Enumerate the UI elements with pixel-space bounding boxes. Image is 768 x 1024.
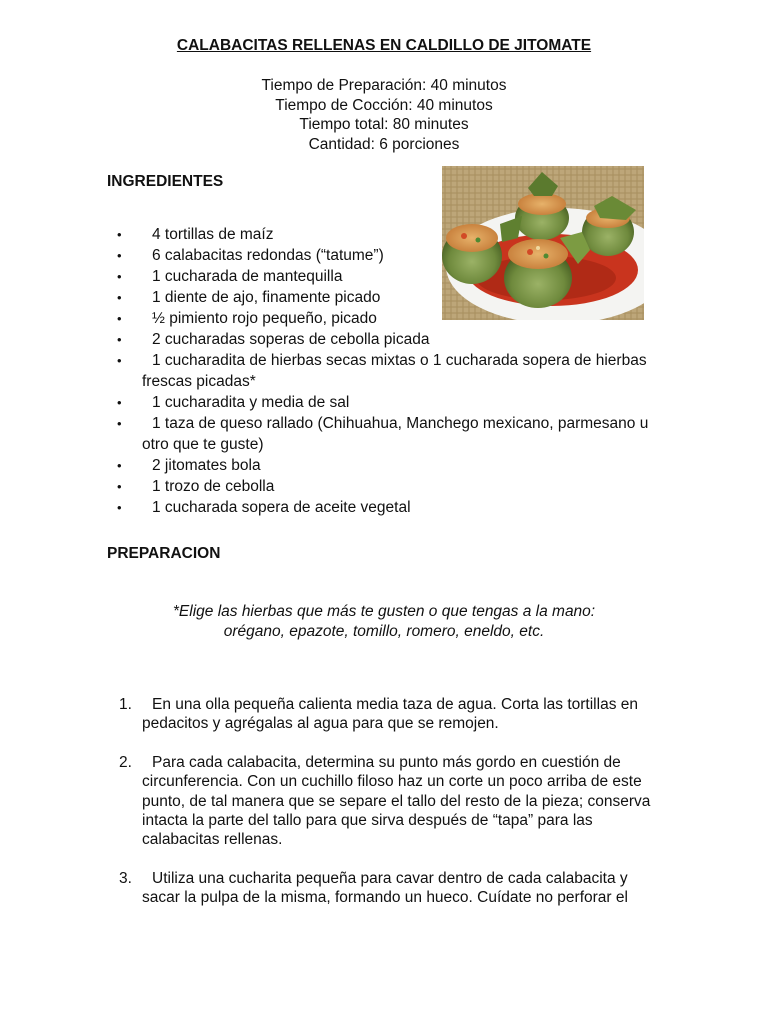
bullet: • [117, 500, 122, 515]
bullet: • [117, 479, 122, 494]
list-item: • 1 cucharadita de hierbas secas mixtas o 1 cucharada sopera de hierbas frescas picadas* [117, 352, 647, 390]
herbs-note-line-1: *Elige las hierbas que más te gusten o que tengas a la mano: [172, 603, 596, 620]
step-item: 2. Para cada calabacita, determina su punto más gordo en cuestión de circunferencia. Con un cuchillo filoso haz un corte un poco arriba de este punto, de tal manera que se separe el tallo del resto de la pieza; conserva intacta la parte del tallo para que sirva después de “tapa” para las calabacitas rellenas. [119, 753, 651, 849]
step-item: 3. Utiliza una cucharita pequeña para cavar dentro de cada calabacita y sacar la pulpa de la misma, formando un hueco. Cuídate no perforar el [119, 869, 628, 907]
list-item: • 1 taza de queso rallado (Chihuahua, Manchego mexicano, parmesano u otro que te guste) [117, 415, 649, 453]
prep-time: Tiempo de Preparación: 40 minutos [261, 77, 507, 94]
list-item: • ½ pimiento rojo pequeño, picado [117, 310, 377, 327]
step-number: 3. [119, 869, 132, 887]
list-item: • 4 tortillas de maíz [117, 226, 274, 243]
ingredients-heading: INGREDIENTES [107, 173, 224, 190]
bullet: • [117, 311, 122, 326]
bullet: • [117, 416, 122, 431]
preparation-heading: PREPARACION [107, 545, 221, 562]
list-item: • 1 cucharada de mantequilla [117, 268, 343, 285]
quantity: Cantidad: 6 porciones [308, 135, 460, 153]
list-item: • 1 cucharadita y media de sal [117, 394, 350, 411]
herbs-note-line-2: orégano, epazote, tomillo, romero, eneldo, etc. [223, 623, 545, 640]
list-item: • 1 trozo de cebolla [117, 478, 275, 495]
step-number: 1. [119, 696, 132, 713]
list-item: • 6 calabacitas redondas (“tatume”) [117, 247, 384, 264]
bullet: • [117, 395, 122, 410]
herbs-note [0, 602, 768, 642]
cook-time: Tiempo de Cocción: 40 minutos [275, 96, 493, 114]
bullet: • [117, 290, 122, 305]
list-item: • 2 jitomates bola [117, 457, 261, 474]
list-item: • 1 cucharada sopera de aceite vegetal [117, 499, 411, 516]
total-time: Tiempo total: 80 minutes [299, 116, 469, 134]
bullet: • [117, 458, 122, 473]
step-item: 1. En una olla pequeña calienta media taza de agua. Corta las tortillas en pedacitos y agrégalas al agua para que se remojen. [119, 696, 638, 733]
bullet: • [117, 332, 122, 347]
list-item: • 2 cucharadas soperas de cebolla picada [117, 331, 430, 348]
bullet: • [117, 248, 122, 263]
bullet: • [117, 353, 122, 368]
recipe-title: CALABACITAS RELLENAS EN CALDILLO DE JITOMATE [176, 37, 592, 54]
bullet: • [117, 227, 122, 242]
bullet: • [117, 269, 122, 284]
ingredients-list [0, 224, 700, 518]
list-item: • 1 diente de ajo, finamente picado [117, 289, 381, 306]
preparation-steps [0, 695, 768, 927]
step-number: 2. [119, 753, 132, 771]
recipe-meta [0, 76, 768, 154]
